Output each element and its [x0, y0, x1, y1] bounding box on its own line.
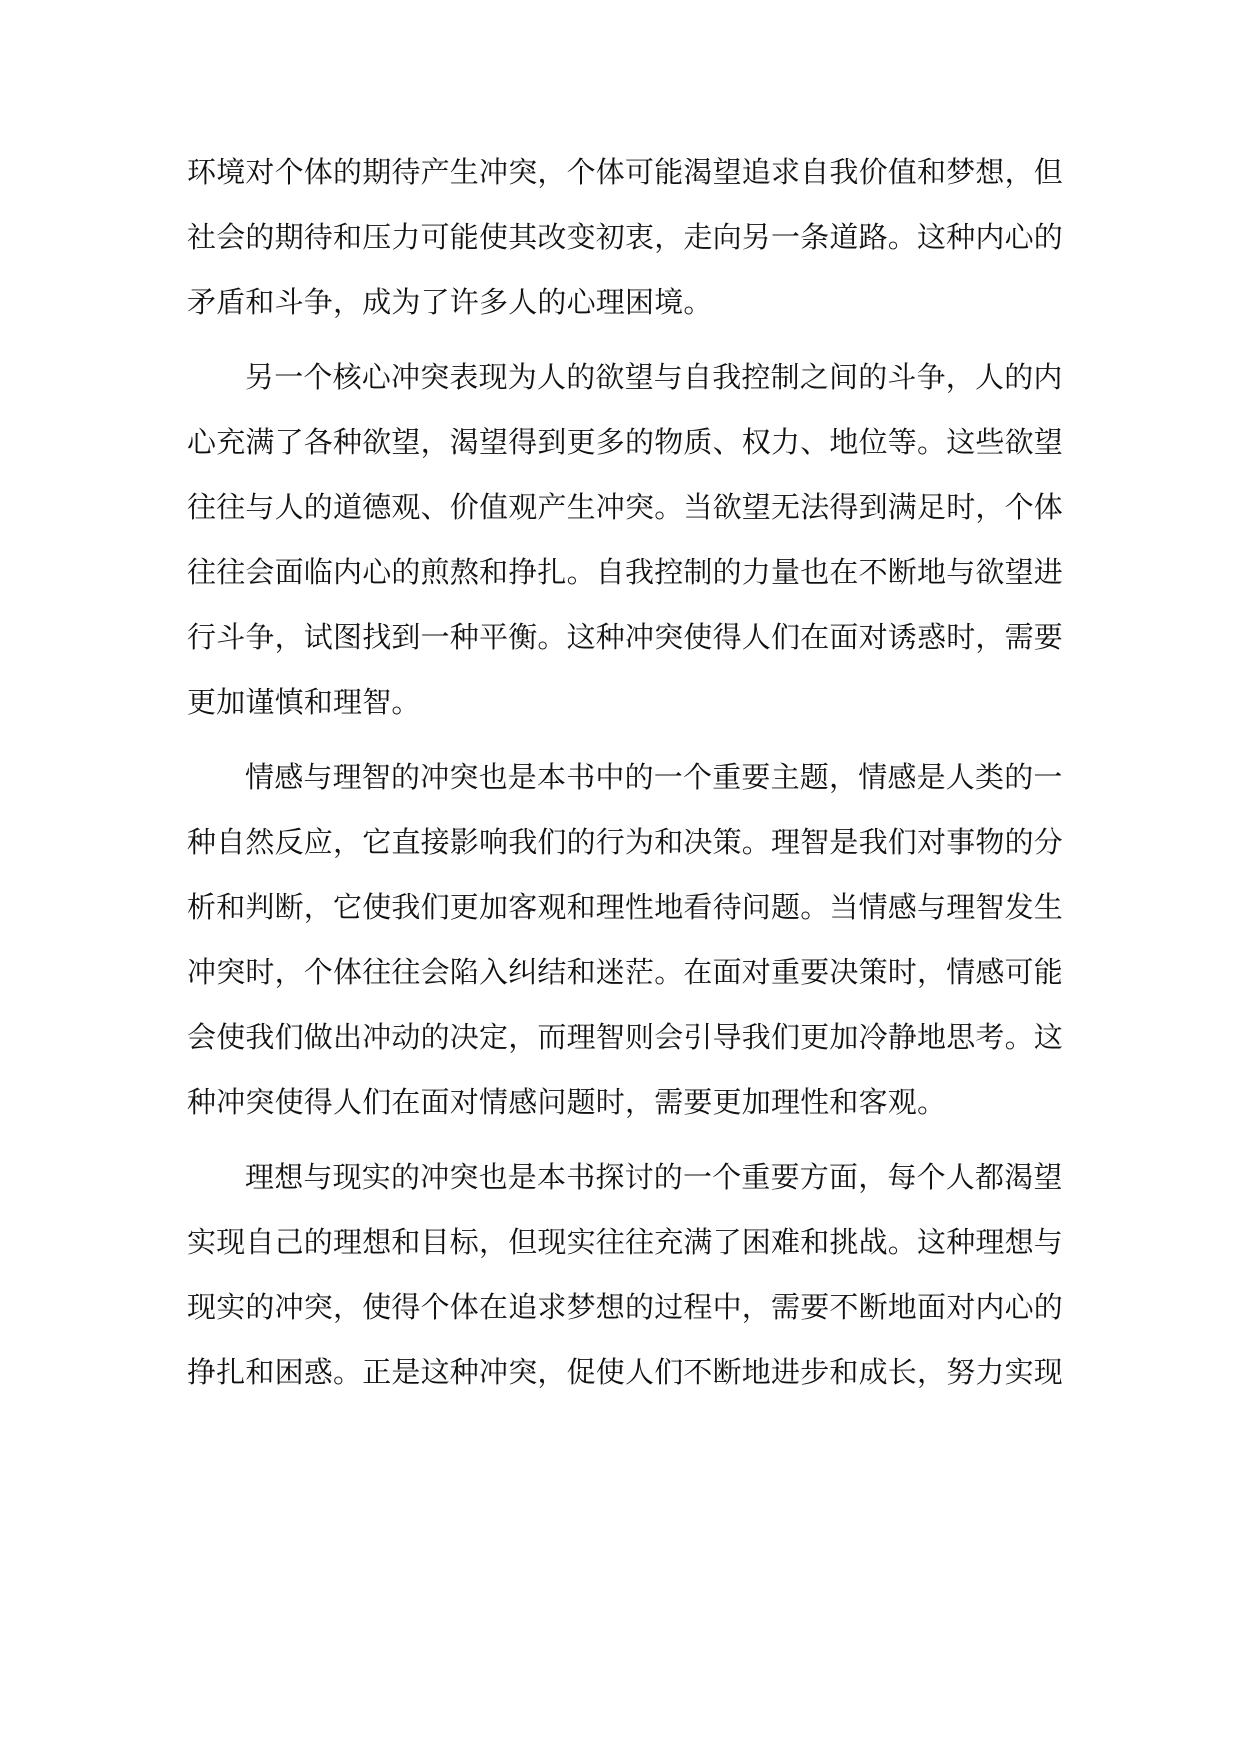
- text-line: 理想与现实的冲突也是本书探讨的一个重要方面，每个人都渴望: [245, 1160, 1063, 1194]
- paragraph-4: [187, 1145, 1064, 1405]
- text-line: 环境对个体的期待产生冲突，个体可能渴望追求自我价值和梦想，但: [187, 155, 1064, 189]
- body-text: [187, 140, 1064, 1405]
- text-line: 实现自己的理想和目标，但现实往往充满了困难和挑战。这种理想与: [187, 1225, 1064, 1259]
- text-line: 社会的期待和压力可能使其改变初衷，走向另一条道路。这种内心的: [187, 220, 1064, 254]
- text-line: 种自然反应，它直接影响我们的行为和决策。理智是我们对事物的分: [187, 825, 1064, 859]
- text-line: 情感与理智的冲突也是本书中的一个重要主题，情感是人类的一: [245, 760, 1063, 794]
- text-line: 往往与人的道德观、价值观产生冲突。当欲望无法得到满足时，个体: [187, 490, 1064, 524]
- text-line: 行斗争，试图找到一种平衡。这种冲突使得人们在面对诱惑时，需要: [187, 620, 1064, 654]
- text-line: 会使我们做出冲动的决定，而理智则会引导我们更加冷静地思考。这: [187, 1020, 1064, 1054]
- text-line: 挣扎和困惑。正是这种冲突，促使人们不断地进步和成长，努力实现: [187, 1355, 1064, 1389]
- text-line: 现实的冲突，使得个体在追求梦想的过程中，需要不断地面对内心的: [187, 1290, 1064, 1324]
- text-line: 往往会面临内心的煎熬和挣扎。自我控制的力量也在不断地与欲望进: [187, 555, 1064, 589]
- text-line: 矛盾和斗争，成为了许多人的心理困境。: [187, 285, 713, 319]
- text-line: 另一个核心冲突表现为人的欲望与自我控制之间的斗争，人的内: [245, 360, 1063, 394]
- paragraph-3: [187, 745, 1064, 1135]
- paragraph-2: [187, 345, 1064, 735]
- text-line: 更加谨慎和理智。: [187, 685, 421, 719]
- text-line: 种冲突使得人们在面对情感问题时，需要更加理性和客观。: [187, 1085, 947, 1119]
- text-line: 冲突时，个体往往会陷入纠结和迷茫。在面对重要决策时，情感可能: [187, 955, 1064, 989]
- text-line: 析和判断，它使我们更加客观和理性地看待问题。当情感与理智发生: [187, 890, 1064, 924]
- paragraph-1: [187, 140, 1064, 335]
- text-line: 心充满了各种欲望，渴望得到更多的物质、权力、地位等。这些欲望: [187, 425, 1064, 459]
